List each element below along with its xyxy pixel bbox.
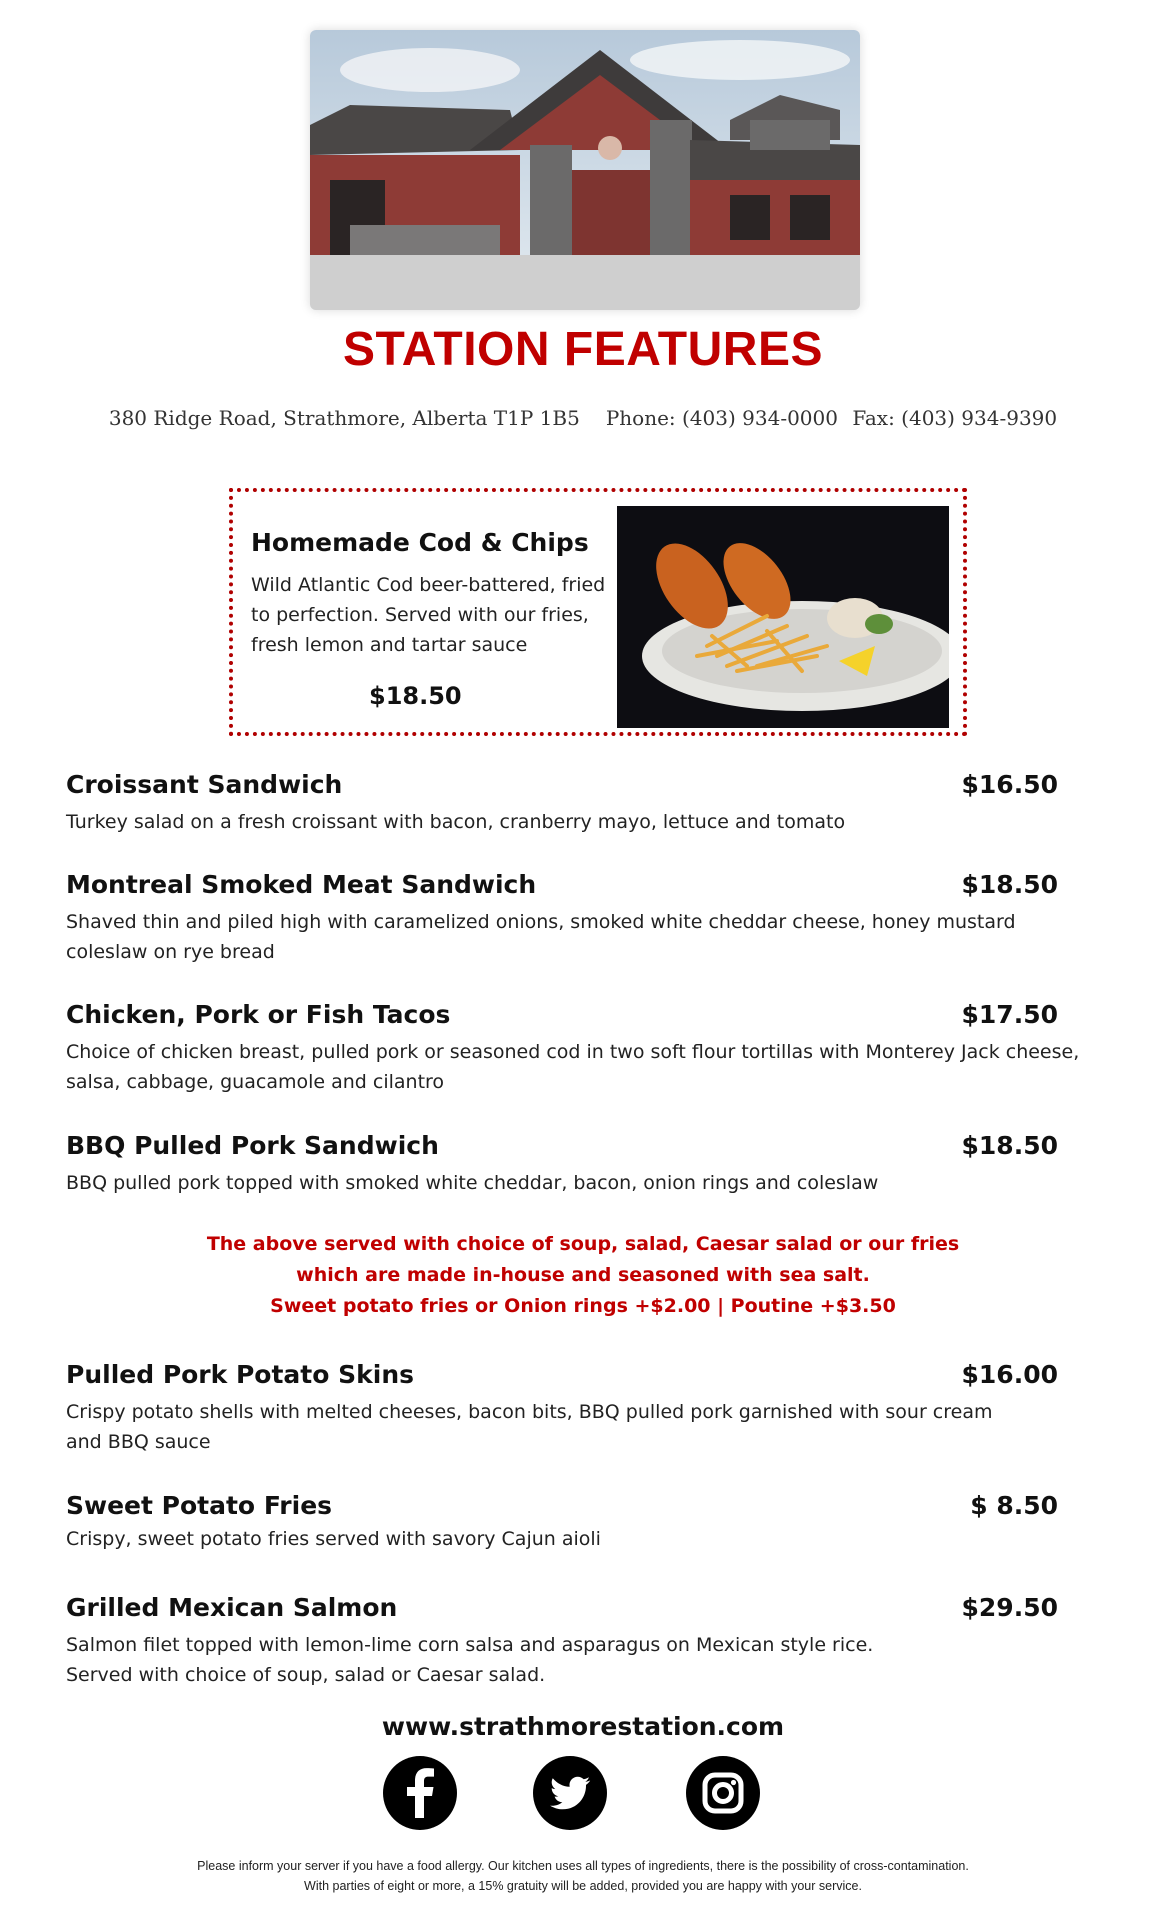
menu-item [66,1131,1100,1198]
menu-item [66,1491,1100,1554]
menu-item-price: $29.50 [961,1593,1058,1622]
menu-item-name: Croissant Sandwich [66,770,343,799]
footer-disclaimer [0,1856,1166,1896]
menu-item-description: Crispy potato shells with melted cheeses, bacon bits, BBQ pulled pork garnished with sour cream and BBQ sauce [66,1401,993,1453]
menu-item-price: $16.50 [961,770,1058,799]
menu-item-price: $ 8.50 [970,1491,1058,1520]
menu-item-description: Choice of chicken breast, pulled pork or seasoned cod in two soft flour tortillas with Monterey Jack cheese, salsa, cabbage, guacamole and cilantro [66,1041,1080,1093]
menu-item-name: BBQ Pulled Pork Sandwich [66,1131,439,1160]
menu-item-name: Sweet Potato Fries [66,1491,333,1520]
menu-item-price: $18.50 [961,870,1058,899]
menu-item-name: Pulled Pork Potato Skins [66,1360,414,1389]
featured-item [229,488,967,736]
featured-item-description: Wild Atlantic Cod beer-battered, fried to perfection. Served with our fries, fresh lemon and tartar sauce [251,574,606,656]
featured-item-price: $18.50 [369,682,462,710]
menu-item-name: Montreal Smoked Meat Sandwich [66,870,537,899]
fax-number: Fax: (403) 934-9390 [852,406,1058,430]
menu-item-price: $17.50 [961,1000,1058,1029]
menu-item [66,1360,1100,1457]
gratuity-notice: With parties of eight or more, a 15% gratuity will be added, provided you are happy with your service. [304,1879,862,1893]
menu-item-description: BBQ pulled pork topped with smoked white cheddar, bacon, onion rings and coleslaw [66,1172,879,1194]
menu-item-name: Grilled Mexican Salmon [66,1593,398,1622]
menu-item [66,1000,1100,1097]
featured-item-name: Homemade Cod & Chips [251,528,589,557]
street-address: 380 Ridge Road, Strathmore, Alberta T1P 1B5 [108,406,580,430]
allergy-notice: Please inform your server if you have a food allergy. Our kitchen uses all types of ingredients, there is the possibility of cross-contamination. [197,1859,969,1873]
contact-info [0,406,1166,430]
sides-note [0,1229,1166,1322]
social-links [0,1756,1166,1832]
menu-item [66,870,1100,967]
menu-item-description: Salmon filet topped with lemon-lime corn salsa and asparagus on Mexican style rice. Served with choice of soup, salad or Caesar salad. [66,1634,874,1686]
menu-item [66,770,1100,837]
menu-item-description: Shaved thin and piled high with caramelized onions, smoked white cheddar cheese, honey mustard coleslaw on rye bread [66,911,1016,963]
menu-item-price: $18.50 [961,1131,1058,1160]
sides-note-line: which are made in-house and seasoned with sea salt. [296,1264,870,1286]
menu-item-description: Turkey salad on a fresh croissant with bacon, cranberry mayo, lettuce and tomato [66,811,846,833]
sides-note-line: The above served with choice of soup, salad, Caesar salad or our fries [206,1233,960,1255]
page-title: STATION FEATURES [343,323,823,376]
sides-note-line: Sweet potato fries or Onion rings +$2.00 | Poutine +$3.50 [270,1295,896,1317]
website-link[interactable]: www.strathmorestation.com [381,1712,785,1741]
menu-item [66,1593,1100,1690]
facebook-icon[interactable] [383,1756,457,1830]
restaurant-photo [310,30,860,310]
menu-item-description: Crispy, sweet potato fries served with savory Cajun aioli [66,1528,601,1550]
menu-item-price: $16.00 [961,1360,1058,1389]
menu-item-name: Chicken, Pork or Fish Tacos [66,1000,451,1029]
phone-number: Phone: (403) 934-0000 [605,406,838,430]
fish-and-chips-photo [617,506,949,728]
twitter-icon[interactable] [533,1756,607,1830]
instagram-icon[interactable] [686,1756,760,1830]
